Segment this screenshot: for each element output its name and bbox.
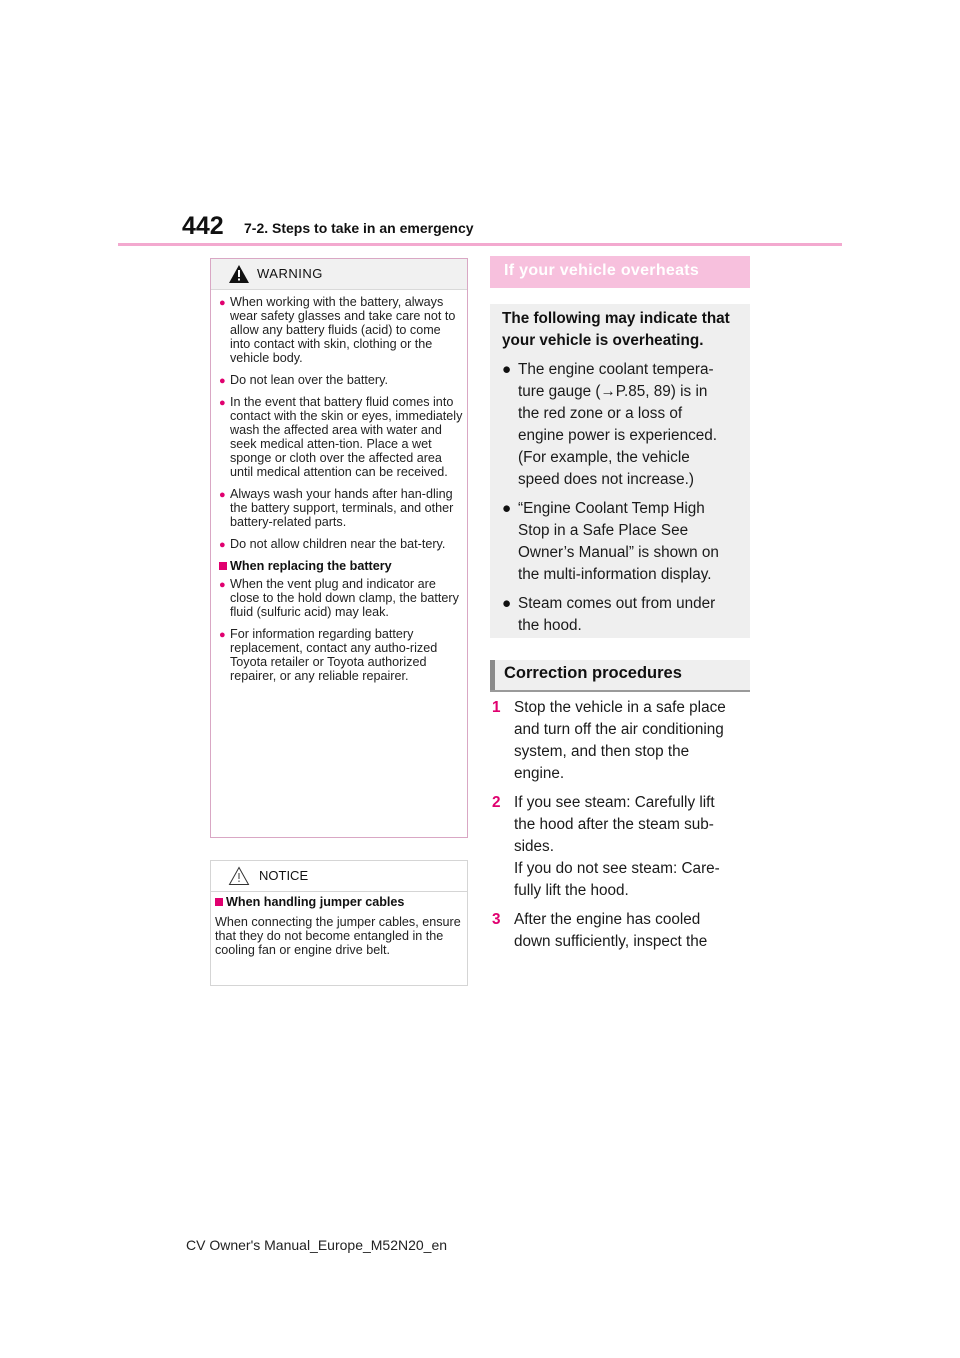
procedure-step: 1 Stop the vehicle in a safe place and turn off the air conditioning system, and then stop the engine. — [492, 699, 726, 782]
warning-box — [210, 258, 468, 838]
warning-item: ● When the vent plug and indicator are close to the hold down clamp, the battery fluid (sulfuric acid) may leak. — [219, 577, 459, 619]
square-bullet-icon — [215, 898, 223, 906]
procedure-step: 3 After the engine has cooled down sufficiently, inspect the — [492, 911, 708, 950]
warning-item: ● Always wash your hands after han-dling the battery support, terminals, and other battery-related parts. — [219, 487, 454, 529]
page-number: 442 — [182, 212, 224, 240]
overheat-symptom: ● “Engine Coolant Temp High Stop in a Safe Place See Owner’s Manual” is shown on the multi-information display. — [502, 500, 719, 583]
caution-triangle-icon — [228, 866, 250, 886]
warning-item: ● Do not lean over the battery. — [219, 373, 388, 387]
bullet-dot-icon: ● — [502, 361, 512, 378]
procedures-heading — [490, 660, 750, 692]
warning-header — [211, 259, 467, 290]
notice-body — [215, 895, 463, 957]
procedure-steps — [492, 697, 752, 960]
section-title: 7-2. Steps to take in an emergency — [244, 220, 474, 236]
bullet-dot-icon: ● — [502, 595, 512, 612]
warning-subheading: When replacing the battery — [219, 559, 463, 573]
procedure-step: 2 If you see steam: Carefully lift the hood after the steam sub- sides. If you do not see steam: Care- fully lift the hood. — [492, 794, 720, 899]
overheat-title: If your vehicle overheats — [504, 262, 700, 279]
bullet-dot-icon: ● — [502, 500, 512, 517]
procedures-title: Correction procedures — [504, 664, 682, 682]
overheat-intro: The following may indicate that your vehicle is overheating. — [502, 310, 730, 349]
notice-box — [210, 860, 468, 986]
step-number: 2 — [492, 794, 501, 811]
warning-item: ● Do not allow children near the bat-tery. — [219, 537, 446, 551]
warning-triangle-icon — [228, 264, 250, 284]
notice-header — [211, 861, 467, 892]
overheat-symptom: ● Steam comes out from under the hood. — [502, 595, 716, 634]
notice-title: NOTICE — [259, 868, 309, 883]
warning-item: ● In the event that battery fluid comes into contact with the skin or eyes, immediately wash the affected area with water and seek medical atten-tion. Place a wet sponge or cloth over the affected area until medical attention can be received. — [219, 395, 463, 479]
square-bullet-icon — [219, 562, 227, 570]
notice-text: When connecting the jumper cables, ensure that they do not become entangled in the cooling fan or engine drive belt. — [215, 915, 461, 957]
warning-title: WARNING — [257, 266, 323, 281]
warning-item: ● When working with the battery, always wear safety glasses and take care not to allow any battery fluids (acid) to come into contact with skin, clothing or the vehicle body. — [219, 295, 456, 365]
step-number: 1 — [492, 699, 501, 716]
step-number: 3 — [492, 911, 501, 928]
header-divider — [118, 243, 842, 246]
warning-body — [219, 291, 463, 683]
footer-text: CV Owner's Manual_Europe_M52N20_en — [186, 1237, 448, 1253]
warning-item: ● For information regarding battery replacement, contact any autho-rized Toyota retailer or Toyota authorized repairer, or any reliable repairer. — [219, 627, 438, 683]
overheat-symptom: ● The engine coolant tempera- ture gauge (→P.85, 89) is in the red zone or a loss of engine power is experienced. (For example, the vehicle speed does not increase.) — [502, 361, 717, 488]
overheat-info-box — [490, 304, 750, 638]
notice-subheading: When handling jumper cables — [215, 895, 463, 909]
overheat-banner — [490, 256, 750, 288]
